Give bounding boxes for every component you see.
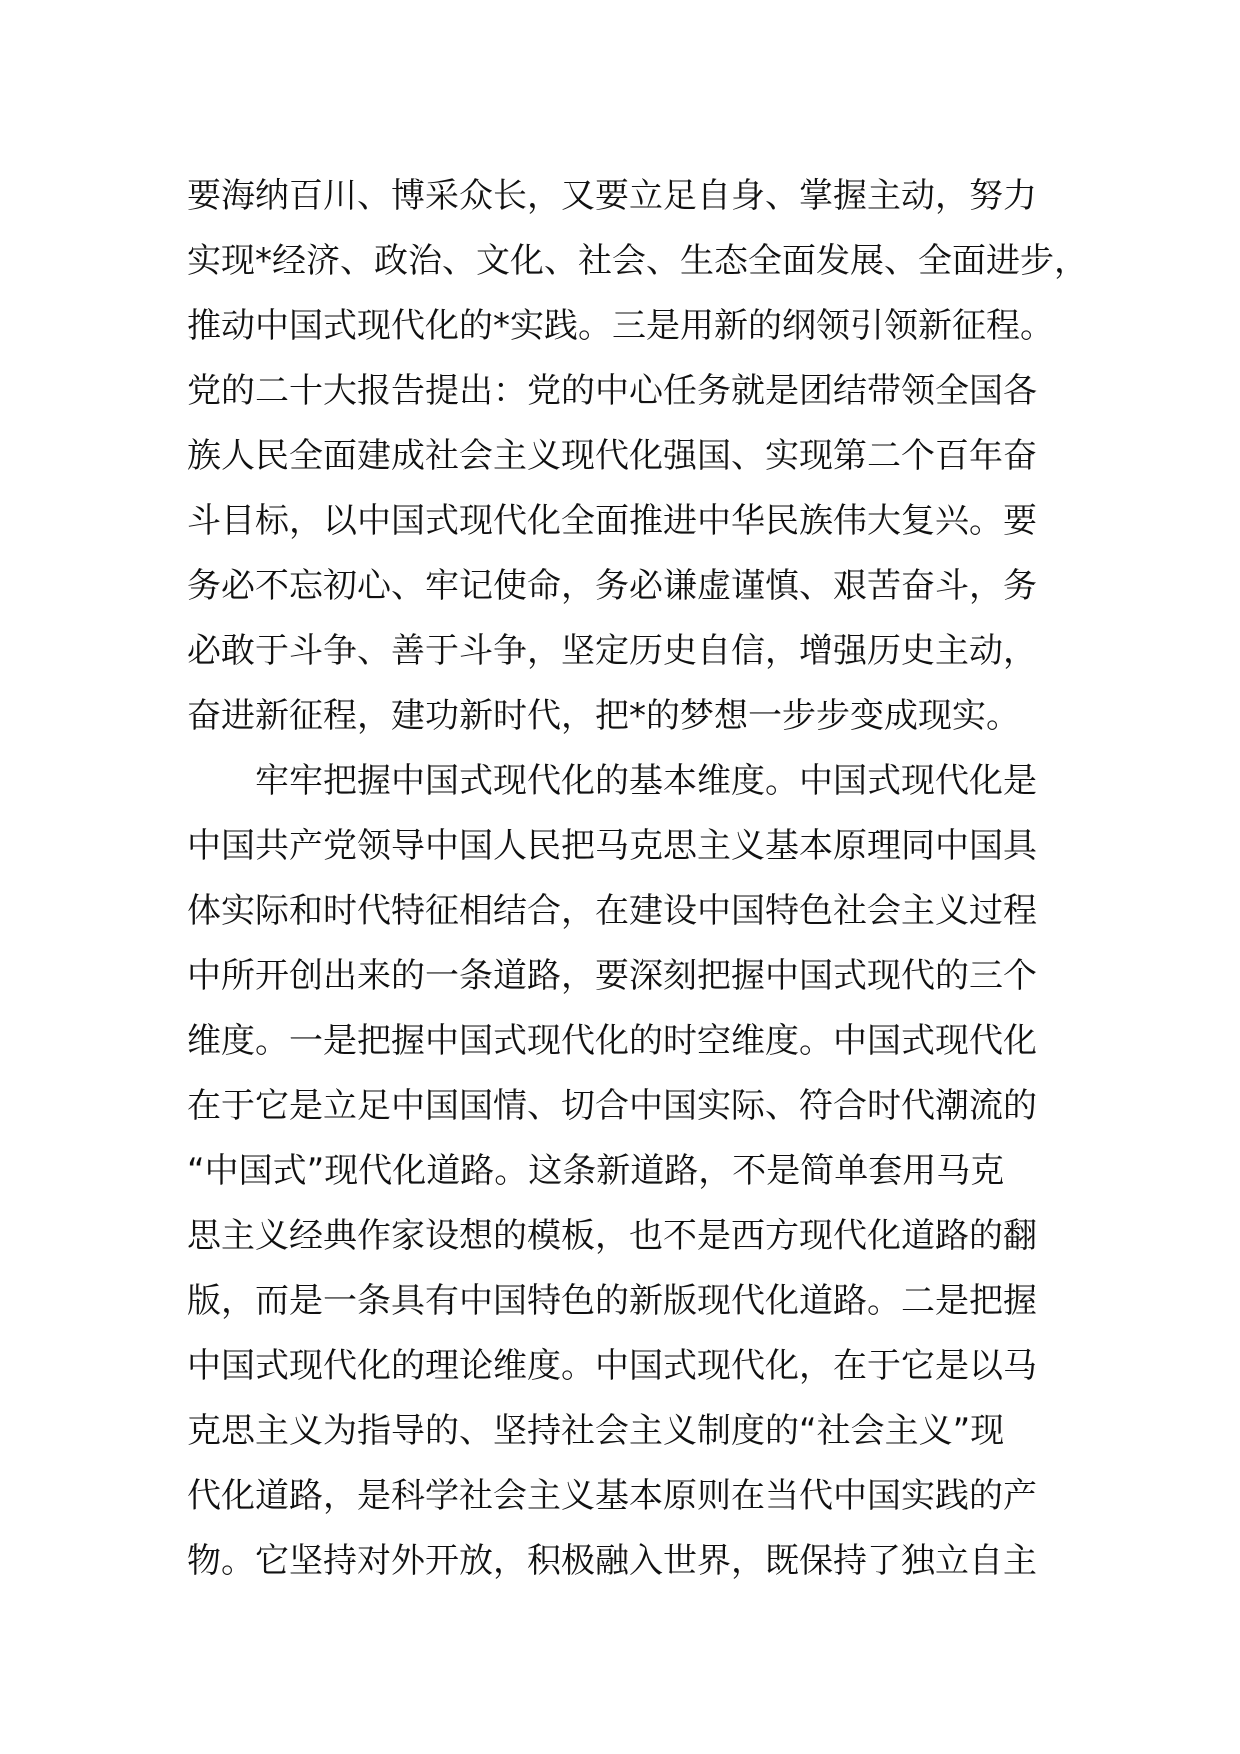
text-line: 推动中国式现代化的*实践。三是用新的纲领引领新征程。 <box>187 306 1054 346</box>
text-line: 维度。一是把握中国式现代化的时空维度。中国式现代化 <box>187 1021 1037 1061</box>
text-line: 中所开创出来的一条道路，要深刻把握中国式现代的三个 <box>187 956 1037 996</box>
text-line: 体实际和时代特征相结合，在建设中国特色社会主义过程 <box>187 891 1037 931</box>
text-line: 党的二十大报告提出：党的中心任务就是团结带领全国各 <box>187 371 1037 411</box>
text-line: “中国式”现代化道路。这条新道路，不是简单套用马克 <box>187 1151 1005 1191</box>
text-line: 要海纳百川、博采众长，又要立足自身、掌握主动，努力 <box>187 176 1037 216</box>
text-line: 克思主义为指导的、坚持社会主义制度的“社会主义”现 <box>187 1411 1005 1451</box>
text-line: 在于它是立足中国国情、切合中国实际、符合时代潮流的 <box>187 1086 1037 1126</box>
paragraph-first-line: 牢牢把握中国式现代化的基本维度。中国式现代化是 <box>255 761 1037 801</box>
text-line: 务必不忘初心、牢记使命，务必谦虚谨慎、艰苦奋斗，务 <box>187 566 1037 606</box>
text-line: 奋进新征程，建功新时代，把*的梦想一步步变成现实。 <box>187 696 1020 736</box>
text-line: 物。它坚持对外开放，积极融入世界，既保持了独立自主 <box>187 1541 1037 1581</box>
text-line: 中国共产党领导中国人民把马克思主义基本原理同中国具 <box>187 826 1037 866</box>
text-line: 思主义经典作家设想的模板，也不是西方现代化道路的翻 <box>187 1216 1037 1256</box>
text-line: 族人民全面建成社会主义现代化强国、实现第二个百年奋 <box>187 436 1037 476</box>
body-text <box>187 164 1088 1594</box>
text-line: 斗目标，以中国式现代化全面推进中华民族伟大复兴。要 <box>187 501 1037 541</box>
text-line: 代化道路，是科学社会主义基本原则在当代中国实践的产 <box>187 1476 1037 1516</box>
text-line: 版，而是一条具有中国特色的新版现代化道路。二是把握 <box>187 1281 1037 1321</box>
text-line: 实现*经济、政治、文化、社会、生态全面发展、全面进步， <box>187 241 1088 281</box>
text-line: 必敢于斗争、善于斗争，坚定历史自信，增强历史主动， <box>187 631 1037 671</box>
text-line: 中国式现代化的理论维度。中国式现代化，在于它是以马 <box>187 1346 1037 1386</box>
